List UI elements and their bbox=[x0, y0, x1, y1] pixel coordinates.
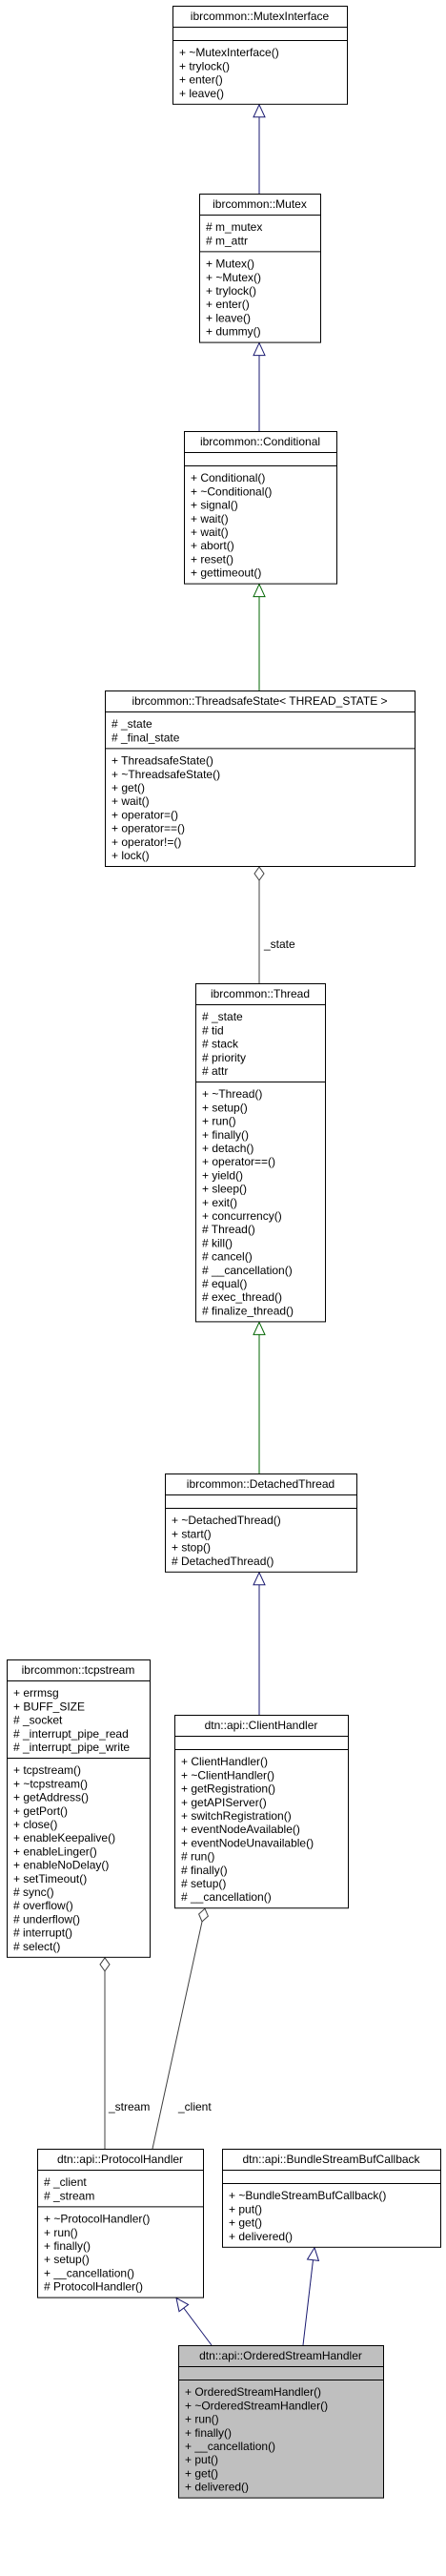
class-method: + lock() bbox=[112, 849, 150, 862]
class-name: ibrcommon::ThreadsafeState< THREAD_STATE > bbox=[132, 694, 388, 708]
class-attribute: # _interrupt_pipe_read bbox=[13, 1726, 129, 1741]
class-box-conditional[interactable] bbox=[184, 432, 337, 585]
class-method: + exit() bbox=[202, 1195, 238, 1209]
class-name: dtn::api::ClientHandler bbox=[204, 1719, 318, 1732]
class-method: + finally() bbox=[202, 1127, 250, 1142]
class-method: + switchRegistration() bbox=[181, 1809, 292, 1823]
class-method: # exec_thread() bbox=[202, 1290, 283, 1305]
diamond-marker bbox=[100, 1958, 110, 1971]
class-attribute: + BUFF_SIZE bbox=[13, 1700, 86, 1714]
class-method: + ThreadsafeState() bbox=[112, 753, 213, 768]
inheritance-arrowhead bbox=[308, 2248, 319, 2261]
class-attribute: # priority bbox=[202, 1050, 247, 1064]
class-method: + yield() bbox=[202, 1168, 244, 1183]
edge-orderedstreamhandler-to-bundlestreambufcallback bbox=[303, 2248, 318, 2345]
class-box-clienthandler[interactable] bbox=[174, 1716, 349, 1908]
edge-detachedthread-to-thread bbox=[253, 1322, 265, 1473]
diamond-marker bbox=[254, 867, 264, 880]
class-method: + run() bbox=[202, 1114, 236, 1128]
class-method: + tcpstream() bbox=[13, 1763, 82, 1778]
class-name: ibrcommon::Mutex bbox=[213, 197, 307, 211]
class-method: + ~ThreadsafeState() bbox=[112, 767, 221, 781]
edge-orderedstreamhandler-to-protocolhandler bbox=[176, 2298, 212, 2345]
class-attribute: # attr bbox=[202, 1064, 229, 1078]
class-method: # sync() bbox=[13, 1886, 54, 1899]
class-name: ibrcommon::Thread bbox=[210, 987, 311, 1000]
class-method: + sleep() bbox=[202, 1182, 248, 1196]
class-method: + getRegistration() bbox=[181, 1782, 276, 1796]
class-method: + get() bbox=[229, 2215, 263, 2230]
class-method: + operator==() bbox=[202, 1155, 276, 1169]
class-method: # underflow() bbox=[13, 1912, 81, 1927]
class-method: + finally() bbox=[185, 2425, 233, 2440]
edge-protocolhandler-to-clienthandler bbox=[152, 1908, 212, 2149]
class-method: + delivered() bbox=[185, 2480, 250, 2494]
class-method: + ~ClientHandler() bbox=[181, 1768, 275, 1783]
class-name: ibrcommon::tcpstream bbox=[21, 1663, 135, 1677]
class-attribute: # _state bbox=[112, 717, 152, 732]
class-method: + reset() bbox=[191, 552, 234, 567]
class-attribute: # m_mutex bbox=[206, 220, 263, 235]
class-method: + ~DetachedThread() bbox=[172, 1514, 281, 1528]
class-method: + gettimeout() bbox=[191, 566, 262, 580]
edge-threadsafestate-to-conditional bbox=[253, 585, 265, 690]
class-method: # DetachedThread() bbox=[172, 1554, 274, 1568]
class-attribute: # _stream bbox=[44, 2189, 95, 2203]
class-name: dtn::api::ProtocolHandler bbox=[56, 2153, 184, 2166]
class-box-mutexinterface[interactable] bbox=[172, 7, 348, 105]
class-method: # run() bbox=[181, 1849, 215, 1864]
edge-protocolhandler-to-tcpstream bbox=[100, 1958, 150, 2149]
class-method: # equal() bbox=[202, 1277, 248, 1290]
class-box-tcpstream[interactable] bbox=[7, 1660, 151, 1958]
class-method: + ~OrderedStreamHandler() bbox=[185, 2399, 329, 2413]
class-method: + getPort() bbox=[13, 1803, 69, 1818]
class-method: + get() bbox=[185, 2466, 219, 2481]
class-method: + run() bbox=[185, 2412, 219, 2426]
class-attribute: + errmsg bbox=[13, 1686, 59, 1700]
class-method: + abort() bbox=[191, 539, 234, 553]
class-method: + start() bbox=[172, 1527, 212, 1541]
class-attribute: # _final_state bbox=[112, 731, 180, 745]
class-method: + setup() bbox=[202, 1101, 248, 1115]
class-method: # finalize_thread() bbox=[202, 1304, 294, 1318]
class-method: + enableNoDelay() bbox=[13, 1858, 110, 1872]
class-method: + enter() bbox=[179, 72, 223, 87]
class-method: # Thread() bbox=[202, 1223, 255, 1237]
class-attribute: # _client bbox=[44, 2175, 87, 2190]
class-method: + wait() bbox=[191, 511, 229, 526]
edge-clienthandler-to-detachedthread bbox=[253, 1573, 265, 1715]
class-method: # finally() bbox=[181, 1863, 228, 1877]
class-box-orderedstreamhandler[interactable] bbox=[178, 2346, 384, 2499]
class-box-bundlestreambufcallback[interactable] bbox=[222, 2150, 441, 2248]
edge-conditional-to-mutex bbox=[253, 343, 265, 431]
class-attribute: # _socket bbox=[13, 1713, 63, 1727]
class-method: + ~MutexInterface() bbox=[179, 46, 279, 60]
class-method: + Conditional() bbox=[191, 471, 266, 485]
inheritance-arrowhead bbox=[253, 1322, 265, 1334]
class-method: + operator==() bbox=[112, 821, 186, 835]
class-box-threadsafestate[interactable] bbox=[105, 691, 416, 867]
class-method: + eventNodeUnavailable() bbox=[181, 1836, 314, 1850]
class-method: + setTimeout() bbox=[13, 1871, 88, 1886]
inheritance-arrowhead bbox=[176, 2298, 189, 2312]
class-attribute: # stack bbox=[202, 1037, 239, 1051]
class-attribute: # _interrupt_pipe_write bbox=[13, 1741, 131, 1754]
class-method: + ClientHandler() bbox=[181, 1755, 269, 1769]
class-name: dtn::api::BundleStreamBufCallback bbox=[242, 2153, 420, 2166]
inheritance-arrowhead bbox=[253, 585, 265, 597]
inheritance-arrowhead bbox=[253, 1573, 265, 1585]
class-method: + ~Conditional() bbox=[191, 484, 273, 499]
class-method: + __cancellation() bbox=[185, 2440, 276, 2453]
class-name: ibrcommon::DetachedThread bbox=[186, 1477, 335, 1491]
class-attribute: # m_attr bbox=[206, 234, 249, 248]
class-method: + leave() bbox=[179, 86, 225, 100]
class-method: + put() bbox=[185, 2453, 219, 2467]
class-method: + ~Thread() bbox=[202, 1087, 263, 1102]
class-attribute: # tid bbox=[202, 1023, 224, 1038]
class-method: # interrupt() bbox=[13, 1926, 73, 1940]
class-method: + detach() bbox=[202, 1142, 254, 1155]
class-method: # ProtocolHandler() bbox=[44, 2279, 144, 2294]
class-method: + setup() bbox=[44, 2253, 90, 2267]
class-method: + eventNodeAvailable() bbox=[181, 1823, 300, 1837]
class-method: + delivered() bbox=[229, 2229, 294, 2243]
class-method: + trylock() bbox=[206, 284, 257, 298]
class-method: # overflow() bbox=[13, 1899, 73, 1913]
class-method: + stop() bbox=[172, 1540, 212, 1555]
class-method: + ~BundleStreamBufCallback() bbox=[229, 2189, 387, 2203]
class-method: + Mutex() bbox=[206, 257, 255, 271]
class-method: + dummy() bbox=[206, 324, 261, 339]
class-name: dtn::api::OrderedStreamHandler bbox=[199, 2349, 362, 2362]
class-box-detachedthread[interactable] bbox=[165, 1474, 357, 1573]
class-method: # __cancellation() bbox=[202, 1263, 293, 1277]
edge-mutex-to-mutexinterface bbox=[253, 105, 265, 194]
class-method: + leave() bbox=[206, 311, 252, 325]
class-method: + operator!=() bbox=[112, 835, 182, 849]
edge-label: _state bbox=[264, 938, 295, 951]
class-method: + finally() bbox=[44, 2239, 91, 2253]
class-attribute: # _state bbox=[202, 1010, 243, 1024]
class-method: + run() bbox=[44, 2225, 78, 2239]
inheritance-arrowhead bbox=[253, 343, 265, 356]
class-method: + get() bbox=[112, 781, 146, 794]
diamond-marker bbox=[199, 1908, 209, 1922]
class-method: + ~Mutex() bbox=[206, 270, 262, 284]
class-method: + close() bbox=[13, 1818, 58, 1831]
class-method: + ~ProtocolHandler() bbox=[44, 2212, 151, 2226]
class-box-thread[interactable] bbox=[195, 984, 326, 1322]
class-method: + ~tcpstream() bbox=[13, 1777, 89, 1791]
class-method: + wait() bbox=[112, 794, 150, 809]
class-method: + wait() bbox=[191, 526, 229, 539]
class-method: + put() bbox=[229, 2202, 263, 2216]
class-method: + enableKeepalive() bbox=[13, 1831, 116, 1845]
class-method: + getAPIServer() bbox=[181, 1795, 267, 1809]
class-method: + concurrency() bbox=[202, 1209, 282, 1223]
class-method: # kill() bbox=[202, 1236, 233, 1250]
boxes-layer bbox=[7, 7, 441, 2499]
edge-label: _client bbox=[178, 2100, 212, 2113]
inheritance-arrowhead bbox=[253, 105, 265, 117]
inheritance-line bbox=[303, 2260, 313, 2345]
composition-line bbox=[152, 1922, 202, 2149]
class-method: # __cancellation() bbox=[181, 1890, 272, 1905]
class-method: # select() bbox=[13, 1939, 61, 1953]
class-box-protocolhandler[interactable] bbox=[37, 2150, 204, 2298]
class-method: # cancel() bbox=[202, 1249, 253, 1264]
class-method: + signal() bbox=[191, 498, 238, 512]
edge-label: _stream bbox=[109, 2100, 151, 2113]
class-method: + trylock() bbox=[179, 59, 231, 73]
class-name: ibrcommon::MutexInterface bbox=[190, 10, 330, 23]
edge-thread-to-threadsafestate bbox=[254, 867, 295, 983]
class-method: + __cancellation() bbox=[44, 2266, 135, 2280]
inheritance-line bbox=[184, 2308, 212, 2345]
class-method: + OrderedStreamHandler() bbox=[185, 2385, 322, 2400]
class-method: + getAddress() bbox=[13, 1790, 90, 1804]
class-name: ibrcommon::Conditional bbox=[199, 435, 321, 448]
class-method: + operator=() bbox=[112, 808, 179, 822]
class-method: + enter() bbox=[206, 298, 250, 312]
class-method: # setup() bbox=[181, 1877, 227, 1890]
class-box-mutex[interactable] bbox=[199, 195, 321, 343]
class-method: + enableLinger() bbox=[13, 1844, 97, 1859]
